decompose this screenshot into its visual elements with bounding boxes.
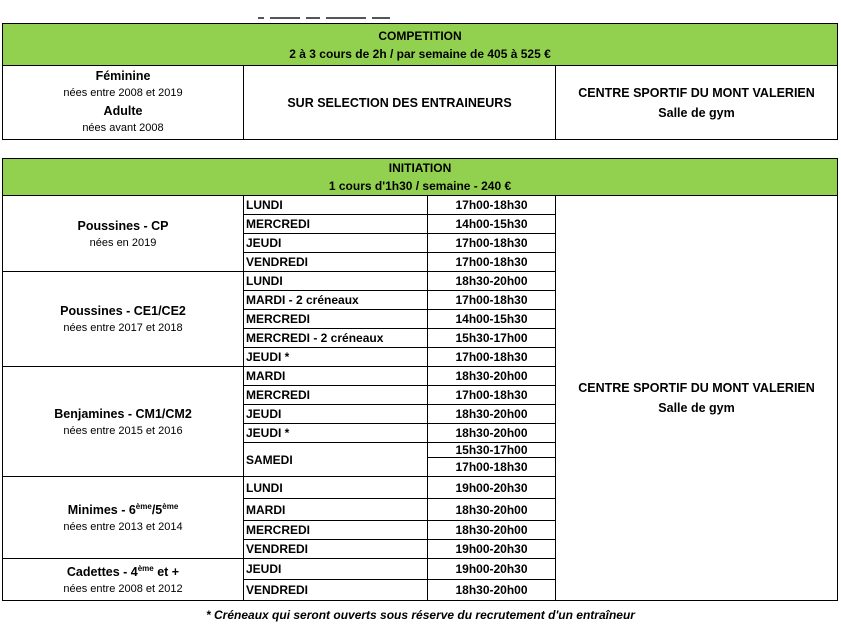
venue-room: Salle de gym xyxy=(658,105,735,120)
slot-day: VENDREDI xyxy=(244,580,428,601)
slot-time: 18h30-20h00 xyxy=(428,405,556,424)
category-cadettes xyxy=(3,559,244,601)
slot-time: 18h30-20h00 xyxy=(428,272,556,291)
category-born: nées entre 2015 et 2016 xyxy=(63,424,183,437)
slot-time: 17h00-18h30 xyxy=(428,386,556,405)
category-name: Cadettes - 4ème et + xyxy=(66,563,180,580)
category-minimes xyxy=(3,477,244,559)
slot-day: VENDREDI xyxy=(244,253,428,272)
slot-time: 18h30-20h00 xyxy=(428,367,556,386)
slot-time: 17h00-18h30 xyxy=(428,196,556,215)
slot-time: 18h30-20h00 xyxy=(428,521,556,540)
venue-name: CENTRE SPORTIF DU MONT VALERIEN xyxy=(578,85,815,100)
slot-day: LUNDI xyxy=(244,477,428,499)
category-born: nées en 2019 xyxy=(89,236,157,249)
slot-time: 17h00-18h30 xyxy=(428,458,556,477)
slot-day: SAMEDI xyxy=(244,443,428,477)
slot-day: MERCREDI xyxy=(244,386,428,405)
venue-name: CENTRE SPORTIF DU MONT VALERIEN xyxy=(578,381,815,395)
slot-day: MERCREDI xyxy=(244,215,428,234)
slot-day: JEUDI xyxy=(244,234,428,253)
slot-day: MERCREDI - 2 créneaux xyxy=(244,329,428,348)
competition-table xyxy=(2,23,838,140)
group-feminine-name: Féminine xyxy=(95,69,151,83)
slot-time: 18h30-20h00 xyxy=(428,424,556,443)
slot-time: 14h00-15h30 xyxy=(428,215,556,234)
category-born: nées entre 2017 et 2018 xyxy=(63,322,183,334)
slot-day: JEUDI * xyxy=(244,424,428,443)
slot-day: MARDI xyxy=(244,499,428,521)
category-born: nées entre 2008 et 2012 xyxy=(63,583,183,596)
competition-title: COMPETITION xyxy=(378,28,462,43)
slot-day: MARDI - 2 créneaux xyxy=(244,291,428,310)
initiation-title: INITIATION xyxy=(388,161,452,175)
slot-time: 17h00-18h30 xyxy=(428,253,556,272)
category-name: Poussines - CP xyxy=(77,218,169,233)
slot-day: MERCREDI xyxy=(244,310,428,329)
group-adulte-name: Adulte xyxy=(103,104,143,118)
slot-day: MARDI xyxy=(244,367,428,386)
category-poussines-cp xyxy=(3,196,244,272)
slot-time: 14h00-15h30 xyxy=(428,310,556,329)
initiation-header xyxy=(3,159,838,196)
category-benjamines xyxy=(3,367,244,477)
slot-day: JEUDI xyxy=(244,559,428,580)
slot-time: 17h00-18h30 xyxy=(428,348,556,367)
competition-subtitle: 2 à 3 cours de 2h / par semaine de 405 à 525 € xyxy=(289,46,551,61)
category-born: nées entre 2013 et 2014 xyxy=(63,521,183,534)
slot-day: MERCREDI xyxy=(244,521,428,540)
cropped-header-fragment xyxy=(258,12,458,20)
slot-time: 17h00-18h30 xyxy=(428,234,556,253)
slot-time: 18h30-20h00 xyxy=(428,499,556,521)
slot-time: 19h00-20h30 xyxy=(428,559,556,580)
initiation-venue xyxy=(556,196,838,601)
competition-venue xyxy=(556,66,838,140)
slot-day: JEUDI * xyxy=(244,348,428,367)
venue-room: Salle de gym xyxy=(658,401,735,415)
group-feminine-born: nées entre 2008 et 2019 xyxy=(63,87,183,99)
group-adulte-born: nées avant 2008 xyxy=(82,122,164,134)
competition-groups xyxy=(3,66,244,140)
slot-time: 15h30-17h00 xyxy=(428,443,556,458)
slot-day: VENDREDI xyxy=(244,540,428,559)
slot-time: 17h00-18h30 xyxy=(428,291,556,310)
category-name: Poussines - CE1/CE2 xyxy=(60,304,186,318)
initiation-table xyxy=(2,158,838,601)
selection-note: SUR SELECTION DES ENTRAINEURS xyxy=(244,66,556,140)
slot-day: LUNDI xyxy=(244,196,428,215)
category-name: Minimes - 6ème/5ème xyxy=(67,501,179,518)
initiation-subtitle: 1 cours d'1h30 / semaine - 240 € xyxy=(328,179,512,193)
slot-time: 19h00-20h30 xyxy=(428,477,556,499)
footnote: * Créneaux qui seront ouverts sous réserve du recrutement d'un entraîneur xyxy=(206,608,635,622)
category-name: Benjamines - CM1/CM2 xyxy=(54,406,192,421)
category-poussines-ce1-ce2 xyxy=(3,272,244,367)
slot-day: JEUDI xyxy=(244,405,428,424)
competition-header xyxy=(3,24,838,66)
slot-time: 15h30-17h00 xyxy=(428,329,556,348)
slot-time: 19h00-20h30 xyxy=(428,540,556,559)
slot-day: LUNDI xyxy=(244,272,428,291)
slot-time: 18h30-20h00 xyxy=(428,580,556,601)
